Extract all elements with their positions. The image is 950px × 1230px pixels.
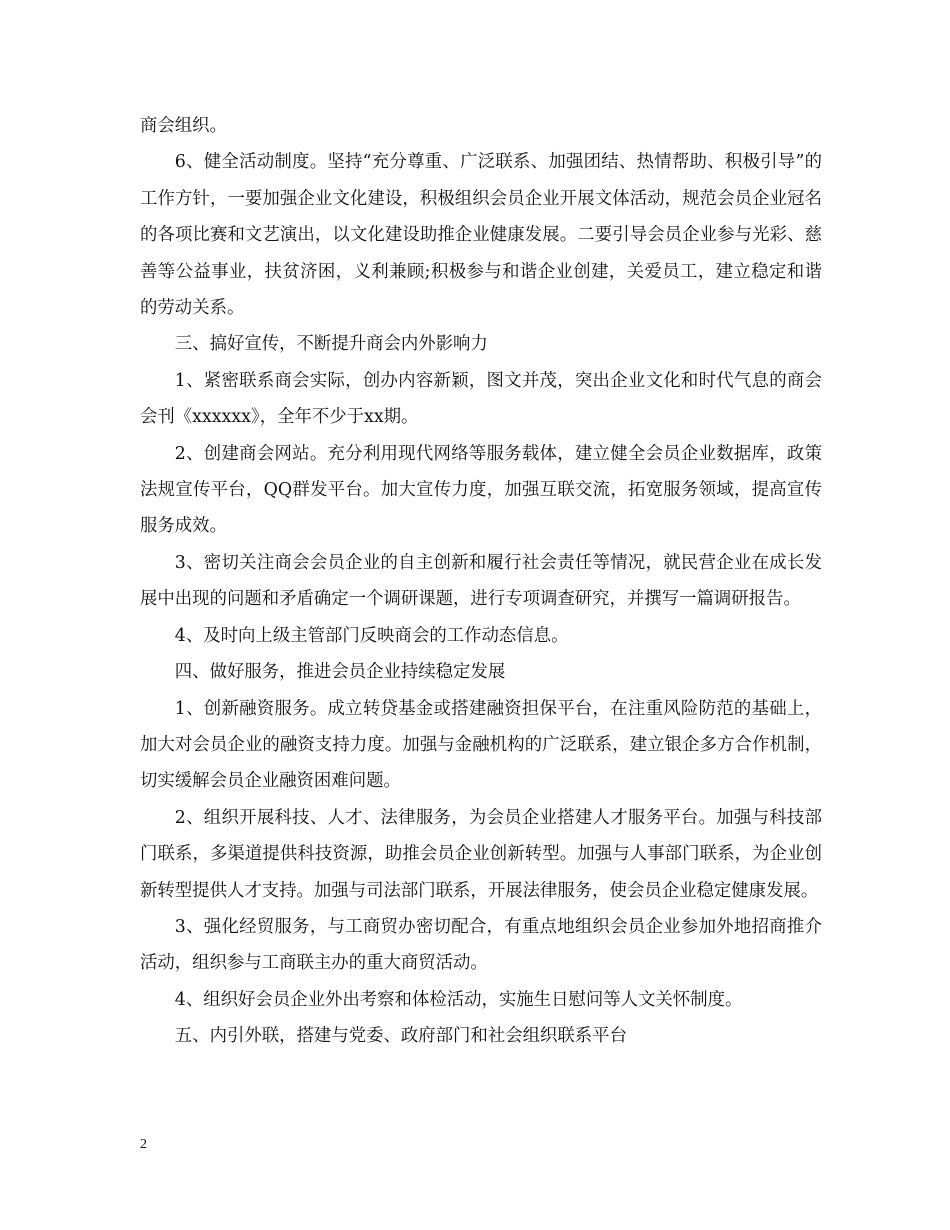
page-number: 2 xyxy=(140,1137,147,1152)
document-body xyxy=(140,108,822,1055)
section-heading-4: 四、做好服务，推进会员企业持续稳定发展 xyxy=(174,662,506,683)
section-heading-3: 三、搞好宣传，不断提升商会内外影响力 xyxy=(174,334,488,355)
paragraph-11: 4、组织好会员企业外出考察和体检活动，实施生日慰问等人文关怀制度。 xyxy=(174,989,743,1010)
paragraph-1: 6、健全活动制度。坚持“充分尊重、广泛联系、加强团结、热情帮助、积极引导”的工作方针，一要加强企业文化建设，积极组织会员企业开展文体活动，规范会员企业冠名的各项比赛和文艺演出，以文化建设助推企业健康发展。二要引导会员企业参与光彩、慈善等公益事业，扶贫济困，义利兼顾;积极参与和谐企业创建，关爱员工，建立稳定和谐的劳动关系。 xyxy=(140,152,822,319)
paragraph-3: 1、紧密联系商会实际，创办内容新颖，图文并茂，突出企业文化和时代气息的商会会刊《xxxxxx》，全年不少于xx期。 xyxy=(140,370,822,428)
section-heading-5: 五、内引外联，搭建与党委、政府部门和社会组织联系平台 xyxy=(174,1026,627,1047)
paragraph-8: 1、创新融资服务。成立转贷基金或搭建融资担保平台，在注重风险防范的基础上，加大对会员企业的融资支持力度。加强与金融机构的广泛联系，建立银企多方合作机制，切实缓解会员企业融资困难问题。 xyxy=(140,698,822,792)
paragraph-4: 2、创建商会网站。充分利用现代网络等服务载体，建立健全会员企业数据库，政策法规宣传平台，QQ群发平台。加大宣传力度，加强互联交流，拓宽服务领域，提高宣传服务成效。 xyxy=(140,443,822,537)
paragraph-0: 商会组织。 xyxy=(140,116,227,136)
paragraph-9: 2、组织开展科技、人才、法律服务，为会员企业搭建人才服务平台。加强与科技部门联系，多渠道提供科技资源，助推会员企业创新转型。加强与人事部门联系，为企业创新转型提供人才支持。加强与司法部门联系，开展法律服务，使会员企业稳定健康发展。 xyxy=(140,807,822,901)
paragraph-6: 4、及时向上级主管部门反映商会的工作动态信息。 xyxy=(174,625,569,646)
paragraph-10: 3、强化经贸服务，与工商贸办密切配合，有重点地组织会员企业参加外地招商推介活动，组织参与工商联主办的重大商贸活动。 xyxy=(140,916,822,974)
paragraph-5: 3、密切关注商会会员企业的自主创新和履行社会责任等情况，就民营企业在成长发展中出现的问题和矛盾确定一个调研课题，进行专项调查研究，并撰写一篇调研报告。 xyxy=(140,552,822,610)
